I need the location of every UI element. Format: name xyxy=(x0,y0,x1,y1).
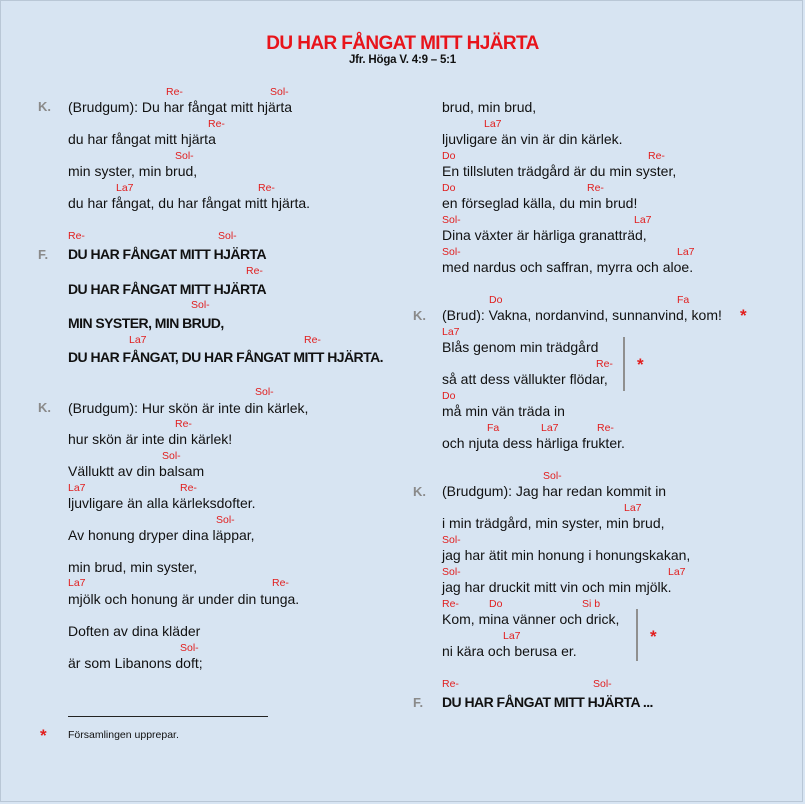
chord: La7 xyxy=(677,246,695,258)
chord: Re- xyxy=(304,334,321,346)
lyric-line: Kom, mina vänner och drick, xyxy=(442,611,620,627)
lyric-line: så att dess vällukter flödar, xyxy=(442,371,608,387)
chord: Sol- xyxy=(543,470,562,482)
chord: Sol- xyxy=(255,386,274,398)
chord: Sol- xyxy=(442,214,461,226)
lyric-line: Blås genom min trädgård xyxy=(442,339,599,355)
lyric-line: (Brudgum): Jag har redan kommit in xyxy=(442,483,667,499)
chord: La7 xyxy=(503,630,521,642)
lyric-line: Av honung dryper dina läppar, xyxy=(68,527,255,543)
chord: Sol- xyxy=(270,86,289,98)
lyric-line: och njuta dess härliga frukter. xyxy=(442,435,625,451)
footnote-text: Församlingen upprepar. xyxy=(68,729,179,741)
lyric-line: är som Libanons doft; xyxy=(68,655,203,671)
lyric-line: en förseglad källa, du min brud! xyxy=(442,195,638,211)
speaker-marker-k: K. xyxy=(38,400,51,415)
lyric-line: ljuvligare än vin är din kärlek. xyxy=(442,131,623,147)
chord: Sol- xyxy=(442,566,461,578)
lyric-line: jag har druckit mitt vin och min mjölk. xyxy=(442,579,672,595)
lyric-line: i min trädgård, min syster, min brud, xyxy=(442,515,665,531)
chord: La7 xyxy=(116,182,134,194)
lyric-line: En tillsluten trädgård är du min syster, xyxy=(442,163,677,179)
chord: Re- xyxy=(596,358,613,370)
chord: La7 xyxy=(624,502,642,514)
chord: Sol- xyxy=(175,150,194,162)
chord: Re- xyxy=(208,118,225,130)
chord: Re- xyxy=(597,422,614,434)
lyric-line: ljuvligare än alla kärleksdofter. xyxy=(68,495,256,511)
lyric-line: min syster, min brud, xyxy=(68,163,198,179)
chord: Re- xyxy=(272,577,289,589)
refrain-line: DU HAR FÅNGAT, DU HAR FÅNGAT MITT HJÄRTA. xyxy=(68,349,383,365)
chord: Sol- xyxy=(216,514,235,526)
chord: Fa xyxy=(677,294,690,306)
lyric-line: min brud, min syster, xyxy=(68,559,198,575)
lyric-line: med nardus och saffran, myrra och aloe. xyxy=(442,259,694,275)
chord: Re- xyxy=(175,418,192,430)
lyric-line: brud, min brud, xyxy=(442,99,537,115)
repeat-bracket xyxy=(623,337,625,391)
chord: Sol- xyxy=(180,642,199,654)
lyric-line: du har fångat, du har fångat mitt hjärta. xyxy=(68,195,311,211)
lyric-line: Dina växter är härliga granatträd, xyxy=(442,227,647,243)
lyric-line: må min vän träda in xyxy=(442,403,565,419)
chord: Sol- xyxy=(593,678,612,690)
chord: Fa xyxy=(487,422,500,434)
chord: Sol- xyxy=(162,450,181,462)
chord: La7 xyxy=(484,118,502,130)
footnote-rule xyxy=(68,716,268,717)
lyric-line: (Brud): Vakna, nordanvind, sunnanvind, kom! xyxy=(442,307,722,323)
chord: Re- xyxy=(587,182,604,194)
chord: Do xyxy=(442,182,456,194)
speaker-marker-f: F. xyxy=(38,247,49,262)
asterisk-icon: * xyxy=(740,306,747,325)
chord: Sol- xyxy=(442,534,461,546)
chord: La7 xyxy=(68,577,86,589)
asterisk-icon: * xyxy=(637,355,644,374)
refrain-line: DU HAR FÅNGAT MITT HJÄRTA ... xyxy=(442,694,653,710)
repeat-bracket xyxy=(636,609,638,661)
lyric-line: hur skön är inte din kärlek! xyxy=(68,431,233,447)
chord: Sol- xyxy=(191,299,210,311)
chord: La7 xyxy=(541,422,559,434)
speaker-marker-k: K. xyxy=(38,99,51,114)
lyric-line: mjölk och honung är under din tunga. xyxy=(68,591,300,607)
chord: La7 xyxy=(668,566,686,578)
chord: Sol- xyxy=(218,230,237,242)
chord: Re- xyxy=(166,86,183,98)
refrain-line: MIN SYSTER, MIN BRUD, xyxy=(68,315,224,331)
chord: Do xyxy=(442,390,456,402)
chord: Si b xyxy=(582,598,601,610)
speaker-marker-f: F. xyxy=(413,695,424,710)
chord: Re- xyxy=(68,230,85,242)
refrain-line: DU HAR FÅNGAT MITT HJÄRTA xyxy=(68,246,267,262)
chord: Do xyxy=(442,150,456,162)
chord: Re- xyxy=(442,598,459,610)
chord: La7 xyxy=(68,482,86,494)
chord: Re- xyxy=(180,482,197,494)
lyric-line: ni kära och berusa er. xyxy=(442,643,577,659)
asterisk-icon: * xyxy=(40,726,47,745)
chord: Do xyxy=(489,598,503,610)
chord: Re- xyxy=(246,265,263,277)
chord: La7 xyxy=(634,214,652,226)
lyric-line: (Brudgum): Du har fångat mitt hjärta xyxy=(68,99,293,115)
chord: Do xyxy=(489,294,503,306)
refrain-line: DU HAR FÅNGAT MITT HJÄRTA xyxy=(68,281,267,297)
asterisk-icon: * xyxy=(650,627,657,646)
chord: Sol- xyxy=(442,246,461,258)
speaker-marker-k: K. xyxy=(413,484,426,499)
chord: Re- xyxy=(442,678,459,690)
page-subtitle: Jfr. Höga V. 4:9 – 5:1 xyxy=(348,54,457,66)
lyric-line: du har fångat mitt hjärta xyxy=(68,131,216,147)
chord: Re- xyxy=(648,150,665,162)
lyric-line: Doften av dina kläder xyxy=(68,623,201,639)
chord: La7 xyxy=(442,326,460,338)
page-title: DU HAR FÅNGAT MITT HJÄRTA xyxy=(266,33,539,54)
chord: Re- xyxy=(258,182,275,194)
speaker-marker-k: K. xyxy=(413,308,426,323)
lyric-line: jag har ätit min honung i honungskakan, xyxy=(442,547,691,563)
lyric-line: (Brudgum): Hur skön är inte din kärlek, xyxy=(68,400,309,416)
chord: La7 xyxy=(129,334,147,346)
lyric-line: Välluktt av din balsam xyxy=(68,463,205,479)
